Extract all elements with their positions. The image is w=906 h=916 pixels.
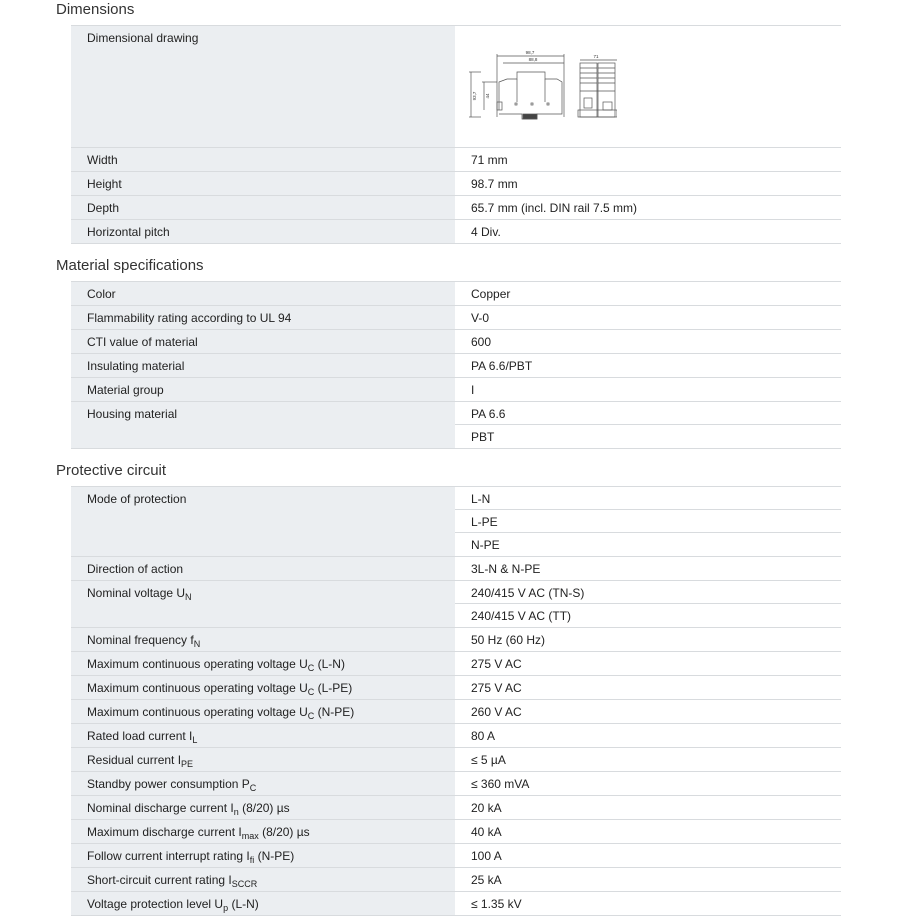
row-label: Depth [71,196,455,220]
row-value: 4 Div. [471,225,501,239]
row-label: Nominal voltage $U_N$ [71,581,455,628]
row-label: Rated load current $I_L$ [71,724,455,748]
row-value: 40 kA [471,825,502,839]
row-value: 20 kA [471,801,502,815]
table-row [71,628,841,652]
row-label: Maximum discharge current $I_{max}$ (8/20) µs [71,820,455,844]
table-row [71,306,841,330]
row-value: L-PE [455,510,841,533]
section-title-protective: Protective circuit [56,462,167,479]
table-row [71,282,841,306]
table-row [71,220,841,244]
row-value: L-N [455,487,841,510]
table-row [71,820,841,844]
row-label: Housing material [71,402,455,449]
row-value: 240/415 V AC (TT) [471,609,572,623]
table-row [71,724,841,748]
row-label: Nominal frequency $f_N$ [71,628,455,652]
row-label: Residual current $I_{PE}$ [71,748,455,772]
row-value: I [471,383,475,397]
row-label: Color [71,282,455,306]
dimensional-drawing-image [467,46,617,126]
row-value: 240/415 V AC (TN-S) [455,581,841,604]
row-value: 71 mm [471,153,508,167]
row-value: PA 6.6/PBT [471,359,533,373]
row-value: 100 A [471,849,502,863]
dimensions-table [71,25,841,244]
row-label: Height [71,172,455,196]
table-row [71,676,841,700]
row-label: Follow current interrupt rating $I_{fi}$ (N-PE) [71,844,455,868]
table-row [71,748,841,772]
table-row [71,581,841,628]
row-label: Insulating material [71,354,455,378]
row-value: PBT [471,430,495,444]
table-row [71,487,841,557]
table-row [71,402,841,449]
row-value: PA 6.6 [455,402,841,425]
row-value: 50 Hz (60 Hz) [471,633,546,647]
row-label: CTI value of material [71,330,455,354]
row-value: ≤ 5 µA [471,753,506,767]
protective-table [71,486,841,916]
row-label: Maximum continuous operating voltage $U_C$ (L-PE) [71,676,455,700]
row-label: Material group [71,378,455,402]
drawing-dim-inner-height: 44 [485,93,490,99]
material-table [71,281,841,449]
row-value: 65.7 mm (incl. DIN rail 7.5 mm) [471,201,638,215]
table-row [71,378,841,402]
table-row [71,196,841,220]
row-label: Maximum continuous operating voltage $U_C$ (L-N) [71,652,455,676]
table-row [71,772,841,796]
row-value: 80 A [471,729,496,743]
row-value: 600 [471,335,492,349]
row-label: Standby power consumption $P_C$ [71,772,455,796]
row-label: Width [71,148,455,172]
drawing-dim-inner: 88,8 [528,57,538,62]
dimensional-drawing [455,26,841,147]
row-value: N-PE [471,538,500,552]
row-value: 25 kA [471,873,502,887]
row-value: ≤ 1.35 kV [471,897,522,911]
row-label: Mode of protection [71,487,455,557]
section-title-material: Material specifications [56,257,204,274]
table-row [71,330,841,354]
table-row [71,172,841,196]
section-title-dimensions: Dimensions [56,1,135,18]
row-label: Flammability rating according to UL 94 [71,306,455,330]
row-label: Dimensional drawing [71,26,455,148]
table-row [71,796,841,820]
row-value: Copper [471,287,511,301]
drawing-dim-height: 93,7 [472,91,477,101]
table-row [71,868,841,892]
row-value: 275 V AC [471,657,522,671]
table-row [71,652,841,676]
drawing-dim-side-width: 71 [593,54,599,59]
row-label: Short-circuit current rating $I_{SCCR}$ [71,868,455,892]
row-label: Nominal discharge current $I_n$ (8/20) µs [71,796,455,820]
row-value: V-0 [471,311,490,325]
row-label: Maximum continuous operating voltage $U_C$ (N-PE) [71,700,455,724]
table-row [71,148,841,172]
row-label: Voltage protection level $U_p$ (L-N) [71,892,455,916]
drawing-dim-overall: 98,7 [525,50,535,55]
row-label: Horizontal pitch [71,220,455,244]
table-row [71,700,841,724]
table-row [71,892,841,916]
row-value: 98.7 mm [471,177,518,191]
row-label: Direction of action [71,557,455,581]
row-value: 260 V AC [471,705,522,719]
protective-rows [71,628,841,916]
row-value: 275 V AC [471,681,522,695]
table-row [71,354,841,378]
table-row [71,26,841,148]
row-value: 3L-N & N-PE [471,562,541,576]
table-row [71,844,841,868]
row-value: ≤ 360 mVA [471,777,530,791]
table-row [71,557,841,581]
